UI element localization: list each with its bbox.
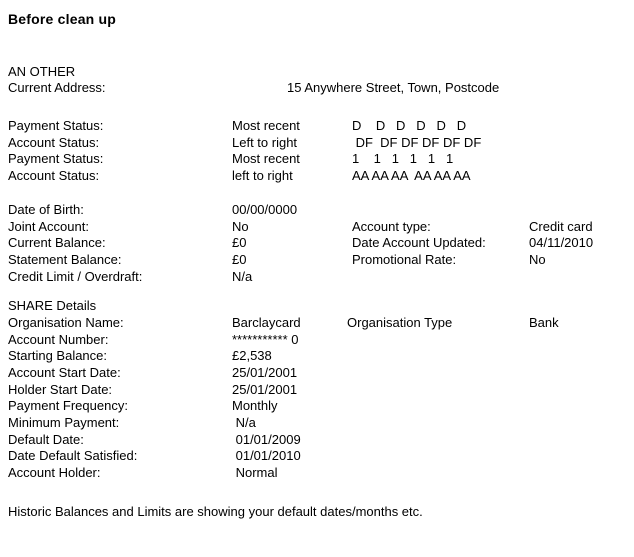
summary-row	[0, 219, 634, 236]
status-order: left to right	[232, 168, 293, 184]
share-row	[0, 448, 634, 465]
share-row	[0, 398, 634, 415]
field-value: £0	[232, 251, 247, 267]
footer-note-row	[0, 504, 634, 521]
status-order: Most recent	[232, 118, 300, 134]
share-row	[0, 332, 634, 349]
field-label: Account Holder:	[8, 465, 101, 481]
current-address-value: 15 Anywhere Street, Town, Postcode	[287, 80, 500, 96]
spacer	[0, 482, 634, 504]
field-value: 00/00/0000	[232, 201, 298, 217]
share-row	[0, 465, 634, 482]
status-order: Most recent	[232, 151, 300, 167]
field-value: £0	[232, 235, 247, 251]
field-label: Account type:	[352, 218, 431, 234]
field-value: No	[232, 218, 249, 234]
field-value: 01/01/2009	[232, 431, 301, 447]
spacer	[0, 285, 634, 298]
status-label: Payment Status:	[8, 118, 104, 134]
field-label: Credit Limit / Overdraft:	[8, 268, 143, 284]
status-codes: D D D D D D	[352, 118, 467, 134]
summary-row	[0, 202, 634, 219]
status-label: Payment Status:	[8, 151, 104, 167]
field-label: Minimum Payment:	[8, 415, 120, 431]
field-value: 25/01/2001	[232, 365, 298, 380]
field-label: Starting Balance:	[8, 348, 108, 364]
status-codes: 1 1 1 1 1 1	[352, 151, 454, 167]
field-value: No	[529, 251, 546, 267]
field-label: Default Date:	[8, 431, 84, 447]
status-row	[0, 135, 634, 152]
field-label: Promotional Rate:	[352, 251, 457, 267]
spacer	[0, 97, 634, 118]
footer-note: Historic Balances and Limits are showing your default dates/months etc.	[8, 503, 423, 519]
current-address-row	[0, 80, 634, 97]
field-value: Monthly	[232, 398, 278, 414]
person-name: AN OTHER	[8, 63, 76, 79]
field-value: Normal	[232, 465, 278, 481]
field-label: Holder Start Date:	[8, 381, 113, 397]
share-row	[0, 415, 634, 432]
field-label: Account Number:	[8, 331, 109, 347]
share-row	[0, 382, 634, 399]
share-heading: SHARE Details	[8, 298, 97, 314]
summary-row	[0, 235, 634, 252]
organisation-name-label: Organisation Name:	[8, 314, 124, 330]
share-heading-row	[0, 298, 634, 315]
share-row	[0, 432, 634, 449]
field-label: Date Account Updated:	[352, 235, 486, 251]
field-value: 04/11/2010	[529, 235, 594, 251]
current-address-label: Current Address:	[8, 80, 106, 96]
field-value: *********** 0	[232, 331, 299, 347]
spacer	[0, 185, 634, 202]
field-label: Account Start Date:	[8, 365, 121, 380]
field-value: N/a	[232, 415, 256, 431]
status-row	[0, 168, 634, 185]
field-value: 01/01/2010	[232, 448, 301, 464]
field-value: Credit card	[529, 218, 593, 234]
field-label: Payment Frequency:	[8, 398, 128, 414]
share-row	[0, 365, 634, 382]
page-title: Before clean up	[8, 11, 117, 27]
field-label: Date Default Satisfied:	[8, 448, 138, 464]
share-row	[0, 348, 634, 365]
field-value: 25/01/2001	[232, 381, 298, 397]
field-label: Statement Balance:	[8, 251, 122, 267]
summary-row	[0, 269, 634, 286]
organisation-name-value: Barclaycard	[232, 314, 301, 330]
title-row	[0, 11, 634, 28]
organisation-type-label: Organisation Type	[347, 314, 453, 330]
person-name-row	[0, 64, 634, 81]
field-value: £2,538	[232, 348, 272, 364]
status-label: Account Status:	[8, 134, 100, 150]
organisation-type-value: Bank	[529, 314, 559, 330]
organisation-row	[0, 315, 634, 332]
status-row	[0, 151, 634, 168]
spacer	[0, 28, 634, 64]
status-order: Left to right	[232, 134, 298, 150]
status-row	[0, 118, 634, 135]
status-codes: AA AA AA AA AA AA	[352, 168, 471, 184]
status-label: Account Status:	[8, 168, 100, 184]
status-codes: DF DF DF DF DF DF	[352, 134, 482, 150]
field-label: Joint Account:	[8, 218, 89, 234]
field-label: Date of Birth:	[8, 201, 84, 217]
field-label: Current Balance:	[8, 235, 106, 251]
field-value: N/a	[232, 268, 253, 284]
summary-row	[0, 252, 634, 269]
